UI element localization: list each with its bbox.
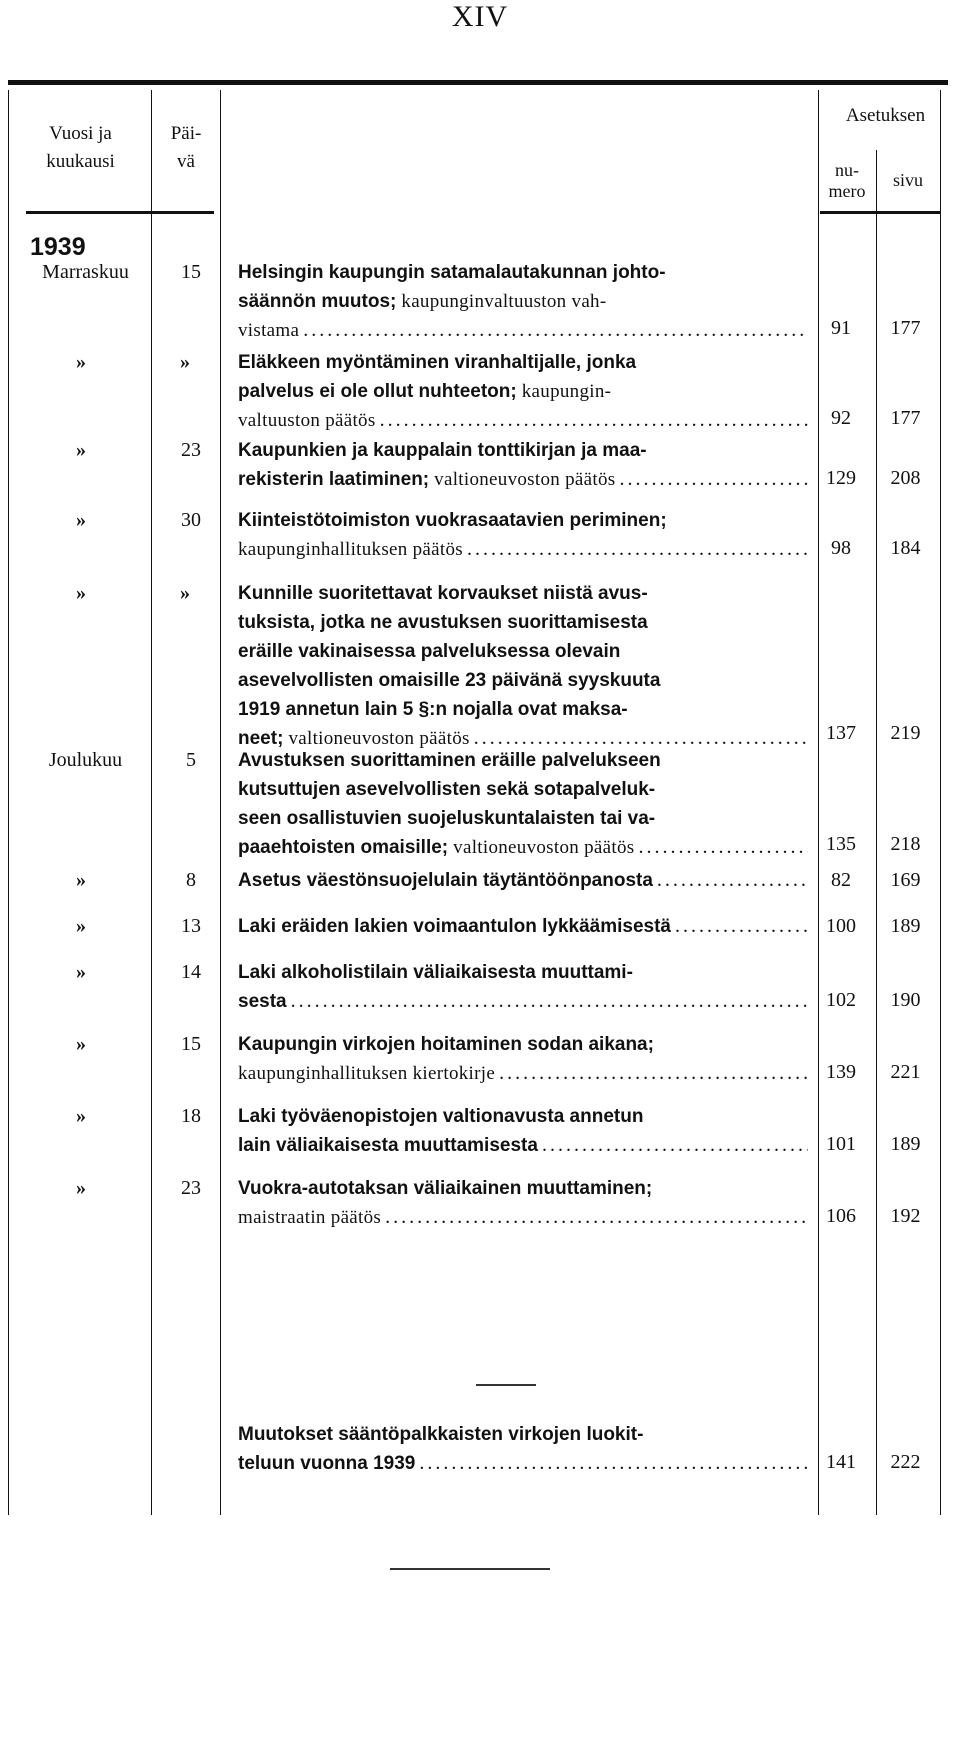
row-title-plain: valtioneuvoston päätös [283, 728, 470, 749]
row-title-line [238, 833, 808, 862]
row-title-line [238, 535, 808, 564]
row-title-text [238, 316, 299, 345]
row-title-line [238, 287, 808, 316]
header-number [820, 160, 874, 202]
row-title-line [238, 1059, 808, 1088]
row-decree-number: 92 [831, 407, 851, 429]
row-month: » [76, 915, 86, 937]
row-day: 30 [181, 509, 201, 531]
row-title [238, 1030, 808, 1088]
row-title-plain: valtioneuvoston päätös [429, 469, 616, 490]
row-title-bold: Avustuksen suorittaminen eräille palvelukseen [238, 750, 661, 771]
leader-dots [542, 1131, 808, 1160]
row-title [238, 258, 808, 345]
row-title-line [238, 695, 808, 724]
row-decree-number: 101 [826, 1133, 856, 1155]
row-title-bold: asevelvollisten omaisille 23 päivänä syyskuuta [238, 670, 661, 691]
row-title-text [238, 804, 655, 833]
column-line [8, 90, 9, 1515]
row-month: » [76, 1033, 86, 1055]
row-title-text [238, 987, 287, 1016]
row-title-plain: valtuuston päätös [238, 410, 376, 431]
row-month: » [76, 1177, 86, 1199]
row-month: » [76, 439, 86, 461]
row-title [238, 436, 808, 494]
row-title-plain: kaupunginhallituksen kiertokirje [238, 1063, 496, 1084]
row-day: 18 [181, 1105, 201, 1127]
row-page: 190 [890, 989, 921, 1011]
row-month: » [76, 869, 86, 891]
row-title-bold: seen osallistuvien suojeluskuntalaisten tai va- [238, 808, 656, 829]
row-title-bold: lain väliaikaisesta muuttamisesta [238, 1135, 538, 1156]
row-title-plain: kaupungin- [516, 381, 612, 402]
row-title-line [238, 608, 808, 637]
row-page: 189 [890, 1133, 921, 1155]
row-title-line [238, 258, 808, 287]
leader-dots [638, 833, 808, 862]
closing-rule [390, 1568, 550, 1570]
header-year-month-line: kuukausi [46, 151, 115, 172]
row-day: 15 [181, 1033, 201, 1055]
row-page: 177 [890, 407, 921, 429]
header-day [156, 120, 216, 176]
row-decree-number: 106 [826, 1205, 856, 1227]
row-title [238, 1174, 808, 1232]
row-title-bold: Kaupunkien ja kauppalain tonttikirjan ja maa- [238, 440, 647, 461]
row-title-text [238, 1030, 654, 1059]
row-title-text [238, 912, 671, 941]
leader-dots [291, 987, 808, 1016]
row-page: 192 [890, 1205, 921, 1227]
row-title-bold: Vuokra-autotaksan väliaikainen muuttaminen; [238, 1178, 653, 1199]
row-title-bold: paaehtoisten omaisille; [238, 837, 449, 858]
row-title-text [238, 866, 653, 895]
row-title-line [238, 506, 808, 535]
row-title-text [238, 436, 647, 465]
row-title [238, 579, 808, 753]
row-title-line [238, 377, 808, 406]
separator-rule [476, 1384, 536, 1386]
row-decree-number: 91 [831, 317, 851, 339]
column-line [940, 90, 941, 1515]
header-page: sivu [892, 170, 923, 190]
leader-dots [419, 1449, 808, 1478]
header-rule [820, 211, 940, 214]
leader-dots [385, 1203, 808, 1232]
row-day: » [180, 582, 190, 604]
row-title-bold: teluun vuonna 1939 [238, 1453, 416, 1474]
row-title [238, 1420, 808, 1478]
leader-dots [380, 406, 808, 435]
row-decree-number: 141 [826, 1451, 856, 1473]
row-title [238, 746, 808, 862]
row-title-bold: Laki alkoholistilain väliaikaisesta muuttami- [238, 962, 633, 983]
row-day: 13 [181, 915, 201, 937]
row-title-text [238, 775, 655, 804]
row-page: 221 [890, 1061, 921, 1083]
row-title [238, 912, 808, 941]
column-line [876, 150, 877, 1515]
row-title-text [238, 746, 661, 775]
row-month: » [76, 961, 86, 983]
row-title-bold: Laki työväenopistojen valtionavusta annetun [238, 1106, 644, 1127]
row-page: 218 [890, 833, 921, 855]
row-page: 189 [890, 915, 921, 937]
row-title-text [238, 535, 463, 564]
header-year-month-line: Vuosi ja [49, 123, 112, 144]
row-title-text [238, 1174, 652, 1203]
row-title-text [238, 1102, 643, 1131]
row-decree-number: 98 [831, 537, 851, 559]
row-title-bold: kutsuttujen asevelvollisten sekä sotapalveluk- [238, 779, 656, 800]
row-title-line [238, 1420, 808, 1449]
row-title-text [238, 958, 633, 987]
row-title-text [238, 465, 615, 494]
row-page: 222 [890, 1451, 921, 1473]
row-title-bold: neet; [238, 728, 284, 749]
row-title-text [238, 1203, 381, 1232]
leader-dots [467, 535, 808, 564]
row-title-line [238, 637, 808, 666]
row-page: 169 [890, 869, 921, 891]
row-title-text [238, 348, 636, 377]
row-title-text [238, 608, 648, 637]
row-day: 15 [181, 261, 201, 283]
row-title-line [238, 1030, 808, 1059]
row-day: » [180, 351, 190, 373]
row-title-line [238, 348, 808, 377]
row-title-line [238, 1449, 808, 1478]
row-title-text [238, 637, 620, 666]
top-rule [8, 80, 948, 85]
row-title-text [238, 579, 648, 608]
row-title-bold: Helsingin kaupungin satamalautakunnan johto- [238, 262, 666, 283]
row-title-bold: tuksista, jotka ne avustuksen suorittamisesta [238, 612, 648, 633]
row-title-text [238, 258, 666, 287]
row-title-line [238, 775, 808, 804]
row-decree-number: 82 [831, 869, 851, 891]
row-day: 23 [181, 1177, 201, 1199]
row-title-text [238, 1420, 643, 1449]
row-title-text [238, 833, 634, 862]
leader-dots [303, 316, 808, 345]
row-title-bold: Muutokset sääntöpalkkaisten virkojen luokit- [238, 1424, 644, 1445]
header-day-line: vä [177, 151, 195, 172]
row-month: » [76, 509, 86, 531]
row-day: 5 [186, 749, 196, 771]
row-month: » [76, 351, 86, 373]
row-title-line [238, 746, 808, 775]
row-title-bold: palvelus ei ole ollut nuhteeton; [238, 381, 517, 402]
row-title-bold: rekisterin laatiminen; [238, 469, 430, 490]
header-rule [26, 211, 214, 214]
row-title-text [238, 406, 376, 435]
row-title-line [238, 1174, 808, 1203]
row-title-line [238, 436, 808, 465]
row-title-bold: säännön muutos; [238, 291, 397, 312]
header-number-line: mero [828, 181, 866, 201]
column-line [151, 90, 152, 1515]
row-title-line [238, 866, 808, 895]
row-title [238, 1102, 808, 1160]
row-title-text [238, 1059, 495, 1088]
row-title-line [238, 1203, 808, 1232]
row-title-text [238, 1449, 415, 1478]
row-title [238, 506, 808, 564]
row-decree-number: 129 [826, 467, 856, 489]
row-title-line [238, 579, 808, 608]
row-title-bold: Kunnille suoritettavat korvaukset niistä avus- [238, 583, 648, 604]
row-title-plain: kaupunginhallituksen päätös [238, 539, 463, 560]
row-page: 184 [890, 537, 921, 559]
header-day-line: Päi- [170, 123, 202, 144]
year-label: 1939 [30, 233, 86, 261]
leader-dots [499, 1059, 808, 1088]
leader-dots [619, 465, 808, 494]
row-title-line [238, 958, 808, 987]
header-decree: Asetuksen [845, 105, 926, 126]
row-month: Marraskuu [42, 261, 129, 283]
row-decree-number: 139 [826, 1061, 856, 1083]
decree-index-table [8, 90, 948, 1515]
row-title-line [238, 987, 808, 1016]
row-title-line [238, 1131, 808, 1160]
row-title-bold: eräille vakinaisessa palveluksessa olevain [238, 641, 621, 662]
row-title-line [238, 666, 808, 695]
row-title-line [238, 1102, 808, 1131]
row-title [238, 348, 808, 435]
row-title-plain: valtioneuvoston päätös [448, 837, 635, 858]
row-title-text [238, 287, 606, 316]
row-title-bold: 1919 annetun lain 5 §:n nojalla ovat maksa- [238, 699, 628, 720]
row-page: 219 [890, 722, 921, 744]
column-line [220, 90, 221, 1515]
row-title-plain: vistama [238, 320, 300, 341]
column-line [818, 90, 819, 1515]
row-month: Joulukuu [48, 749, 123, 771]
row-title-text [238, 1131, 538, 1160]
row-page: 208 [890, 467, 921, 489]
row-month: » [76, 1105, 86, 1127]
row-title-bold: Asetus väestönsuojelulain täytäntöönpanosta [238, 870, 653, 891]
header-number-line: nu- [835, 160, 859, 180]
row-decree-number: 100 [826, 915, 856, 937]
row-month: » [76, 582, 86, 604]
row-day: 14 [181, 961, 201, 983]
row-title-plain: kaupunginvaltuuston vah- [396, 291, 607, 312]
row-title-text [238, 506, 667, 535]
row-decree-number: 102 [826, 989, 856, 1011]
row-title-bold: Kiinteistötoimiston vuokrasaatavien periminen; [238, 510, 667, 531]
row-title-line [238, 912, 808, 941]
row-title-text [238, 377, 611, 406]
row-title-bold: Kaupungin virkojen hoitaminen sodan aikana; [238, 1034, 654, 1055]
row-decree-number: 135 [826, 833, 856, 855]
row-title-bold: Eläkkeen myöntäminen viranhaltijalle, jonka [238, 352, 637, 373]
row-title-bold: Laki eräiden lakien voimaantulon lykkäämisestä [238, 916, 671, 937]
row-title-text [238, 666, 660, 695]
row-day: 23 [181, 439, 201, 461]
leader-dots [675, 912, 808, 941]
row-title [238, 866, 808, 895]
row-day: 8 [186, 869, 196, 891]
row-decree-number: 137 [826, 722, 856, 744]
leader-dots [657, 866, 808, 895]
row-title-line [238, 406, 808, 435]
row-title-plain: maistraatin päätös [238, 1207, 382, 1228]
row-page: 177 [890, 317, 921, 339]
row-title-text [238, 695, 628, 724]
row-title-line [238, 465, 808, 494]
page-number: XIV [451, 0, 509, 33]
header-year-month [18, 120, 143, 176]
row-title-line [238, 804, 808, 833]
row-title-line [238, 316, 808, 345]
row-title [238, 958, 808, 1016]
row-title-bold: sesta [238, 991, 287, 1012]
